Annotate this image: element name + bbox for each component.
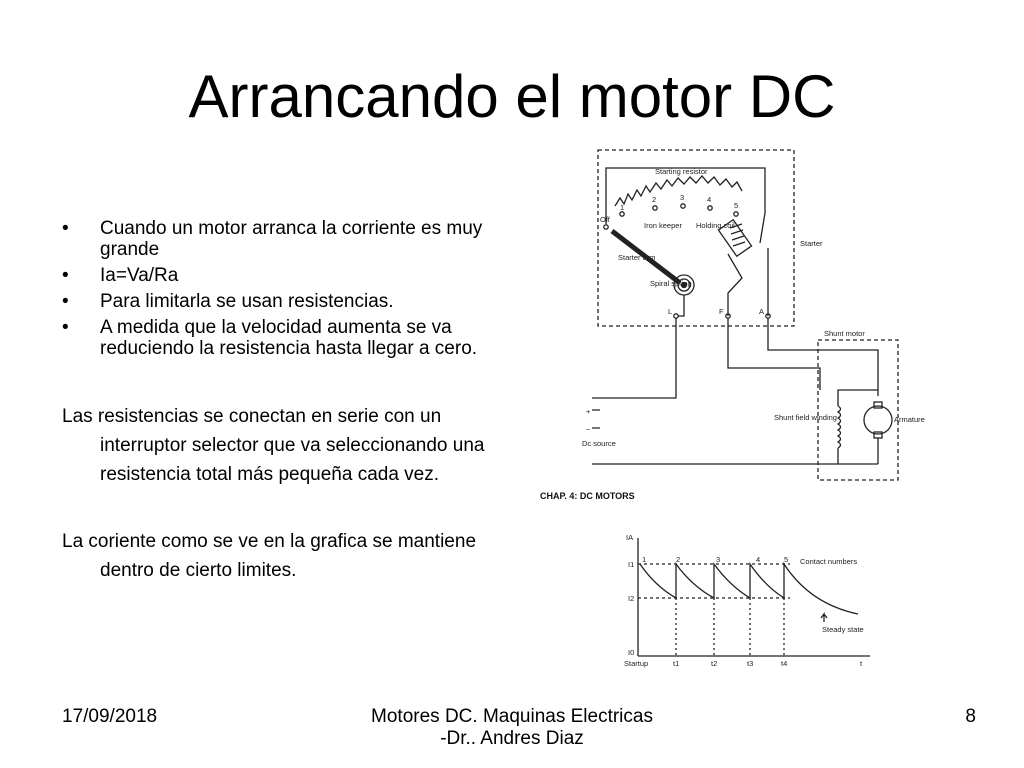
label-starter: Starter — [800, 239, 823, 248]
label-iron-keeper: Iron keeper — [644, 221, 682, 230]
graph-label-startup: Startup — [624, 659, 649, 668]
current-curve — [640, 564, 858, 614]
current-time-graph — [638, 538, 870, 656]
graph-labels — [624, 533, 864, 668]
bullet-text: A medida que la velocidad aumenta se va reduciendo la resistencia hasta llegar a cero. — [100, 317, 478, 359]
graph-label-i2: I2 — [628, 594, 635, 603]
label-terminal-a: A — [759, 307, 765, 316]
bullet-text: Cuando un motor arranca la corriente es muy grande — [100, 218, 483, 260]
label-contact-5: 5 — [734, 201, 739, 210]
graph-label-t1: t1 — [673, 659, 680, 668]
graph-contact-5: 5 — [784, 555, 789, 564]
graph-contact-3: 3 — [716, 555, 721, 564]
bullet-item — [62, 317, 492, 359]
graph-contact-1: 1 — [642, 555, 647, 564]
graph-contact-4: 4 — [756, 555, 761, 564]
shunt-motor-box — [818, 340, 898, 480]
bullet-text: Ia=Va/Ra — [100, 265, 179, 286]
dc-motor-starter-figure — [500, 128, 925, 692]
label-contact-2: 2 — [652, 195, 657, 204]
bullet-marker: • — [62, 218, 69, 239]
armature — [864, 406, 892, 434]
label-minus: − — [586, 425, 591, 434]
label-starter-arm: Starter arm — [618, 253, 656, 262]
graph-label-i1: I1 — [628, 560, 635, 569]
bullet-item — [62, 218, 492, 260]
graph-label-t: t — [860, 659, 863, 668]
graph-label-t4: t4 — [781, 659, 788, 668]
shunt-field-winding — [838, 406, 841, 448]
graph-label-ia: IA — [626, 533, 634, 542]
label-shunt-field-winding: Shunt field winding — [774, 413, 837, 422]
graph-label-t3: t3 — [747, 659, 754, 668]
graph-label-contact-numbers: Contact numbers — [800, 557, 858, 566]
footer-title-line2: -Dr.. Andres Diaz — [440, 728, 584, 749]
label-contact-3: 3 — [680, 193, 685, 202]
graph-label-i0: I0 — [628, 648, 635, 657]
graph-label-t2: t2 — [711, 659, 718, 668]
bullet-marker: • — [62, 265, 69, 286]
label-spiral-spring: Spiral spring — [650, 279, 692, 288]
bullet-item — [62, 265, 492, 286]
label-terminal-f: F — [719, 307, 724, 316]
footer-title-line1: Motores DC. Maquinas Electricas — [371, 706, 653, 727]
slide-title: Arrancando el motor DC — [188, 63, 836, 130]
footer-page-number: 8 — [965, 706, 976, 727]
graph-label-steady-state: Steady state — [822, 625, 864, 634]
graph-contact-2: 2 — [676, 555, 681, 564]
label-contact-4: 4 — [707, 195, 712, 204]
starting-resistor-zigzag — [615, 176, 742, 206]
starter-circuit-diagram — [592, 150, 898, 480]
paragraph-corriente: La coriente como se ve en la grafica se mantiene dentro de cierto limites. — [62, 531, 477, 581]
bullet-list — [62, 218, 492, 364]
label-off: Off — [600, 215, 610, 224]
label-terminal-l: L — [668, 307, 673, 316]
paragraph-resistencias: Las resistencias se conectan en serie con un interruptor selector que va seleccionando una resistencia total más pequeña cada vez. — [62, 406, 485, 485]
bullet-item — [62, 291, 492, 312]
footer-date: 17/09/2018 — [62, 706, 158, 727]
bullet-text: Para limitarla se usan resistencias. — [100, 291, 394, 312]
bullet-marker: • — [62, 291, 69, 312]
bullet-marker: • — [62, 317, 69, 338]
label-contact-1: 1 — [620, 203, 625, 212]
label-armature: Armature — [894, 415, 925, 424]
label-plus: + — [586, 407, 591, 416]
label-starting-resistor: Starting resistor — [655, 167, 708, 176]
label-dc-source: Dc source — [582, 439, 616, 448]
figure-caption: CHAP. 4: DC MOTORS — [540, 491, 635, 501]
label-holding-coil: Holding coil — [696, 221, 735, 230]
footer-title — [312, 706, 712, 750]
label-shunt-motor: Shunt motor — [824, 329, 865, 338]
